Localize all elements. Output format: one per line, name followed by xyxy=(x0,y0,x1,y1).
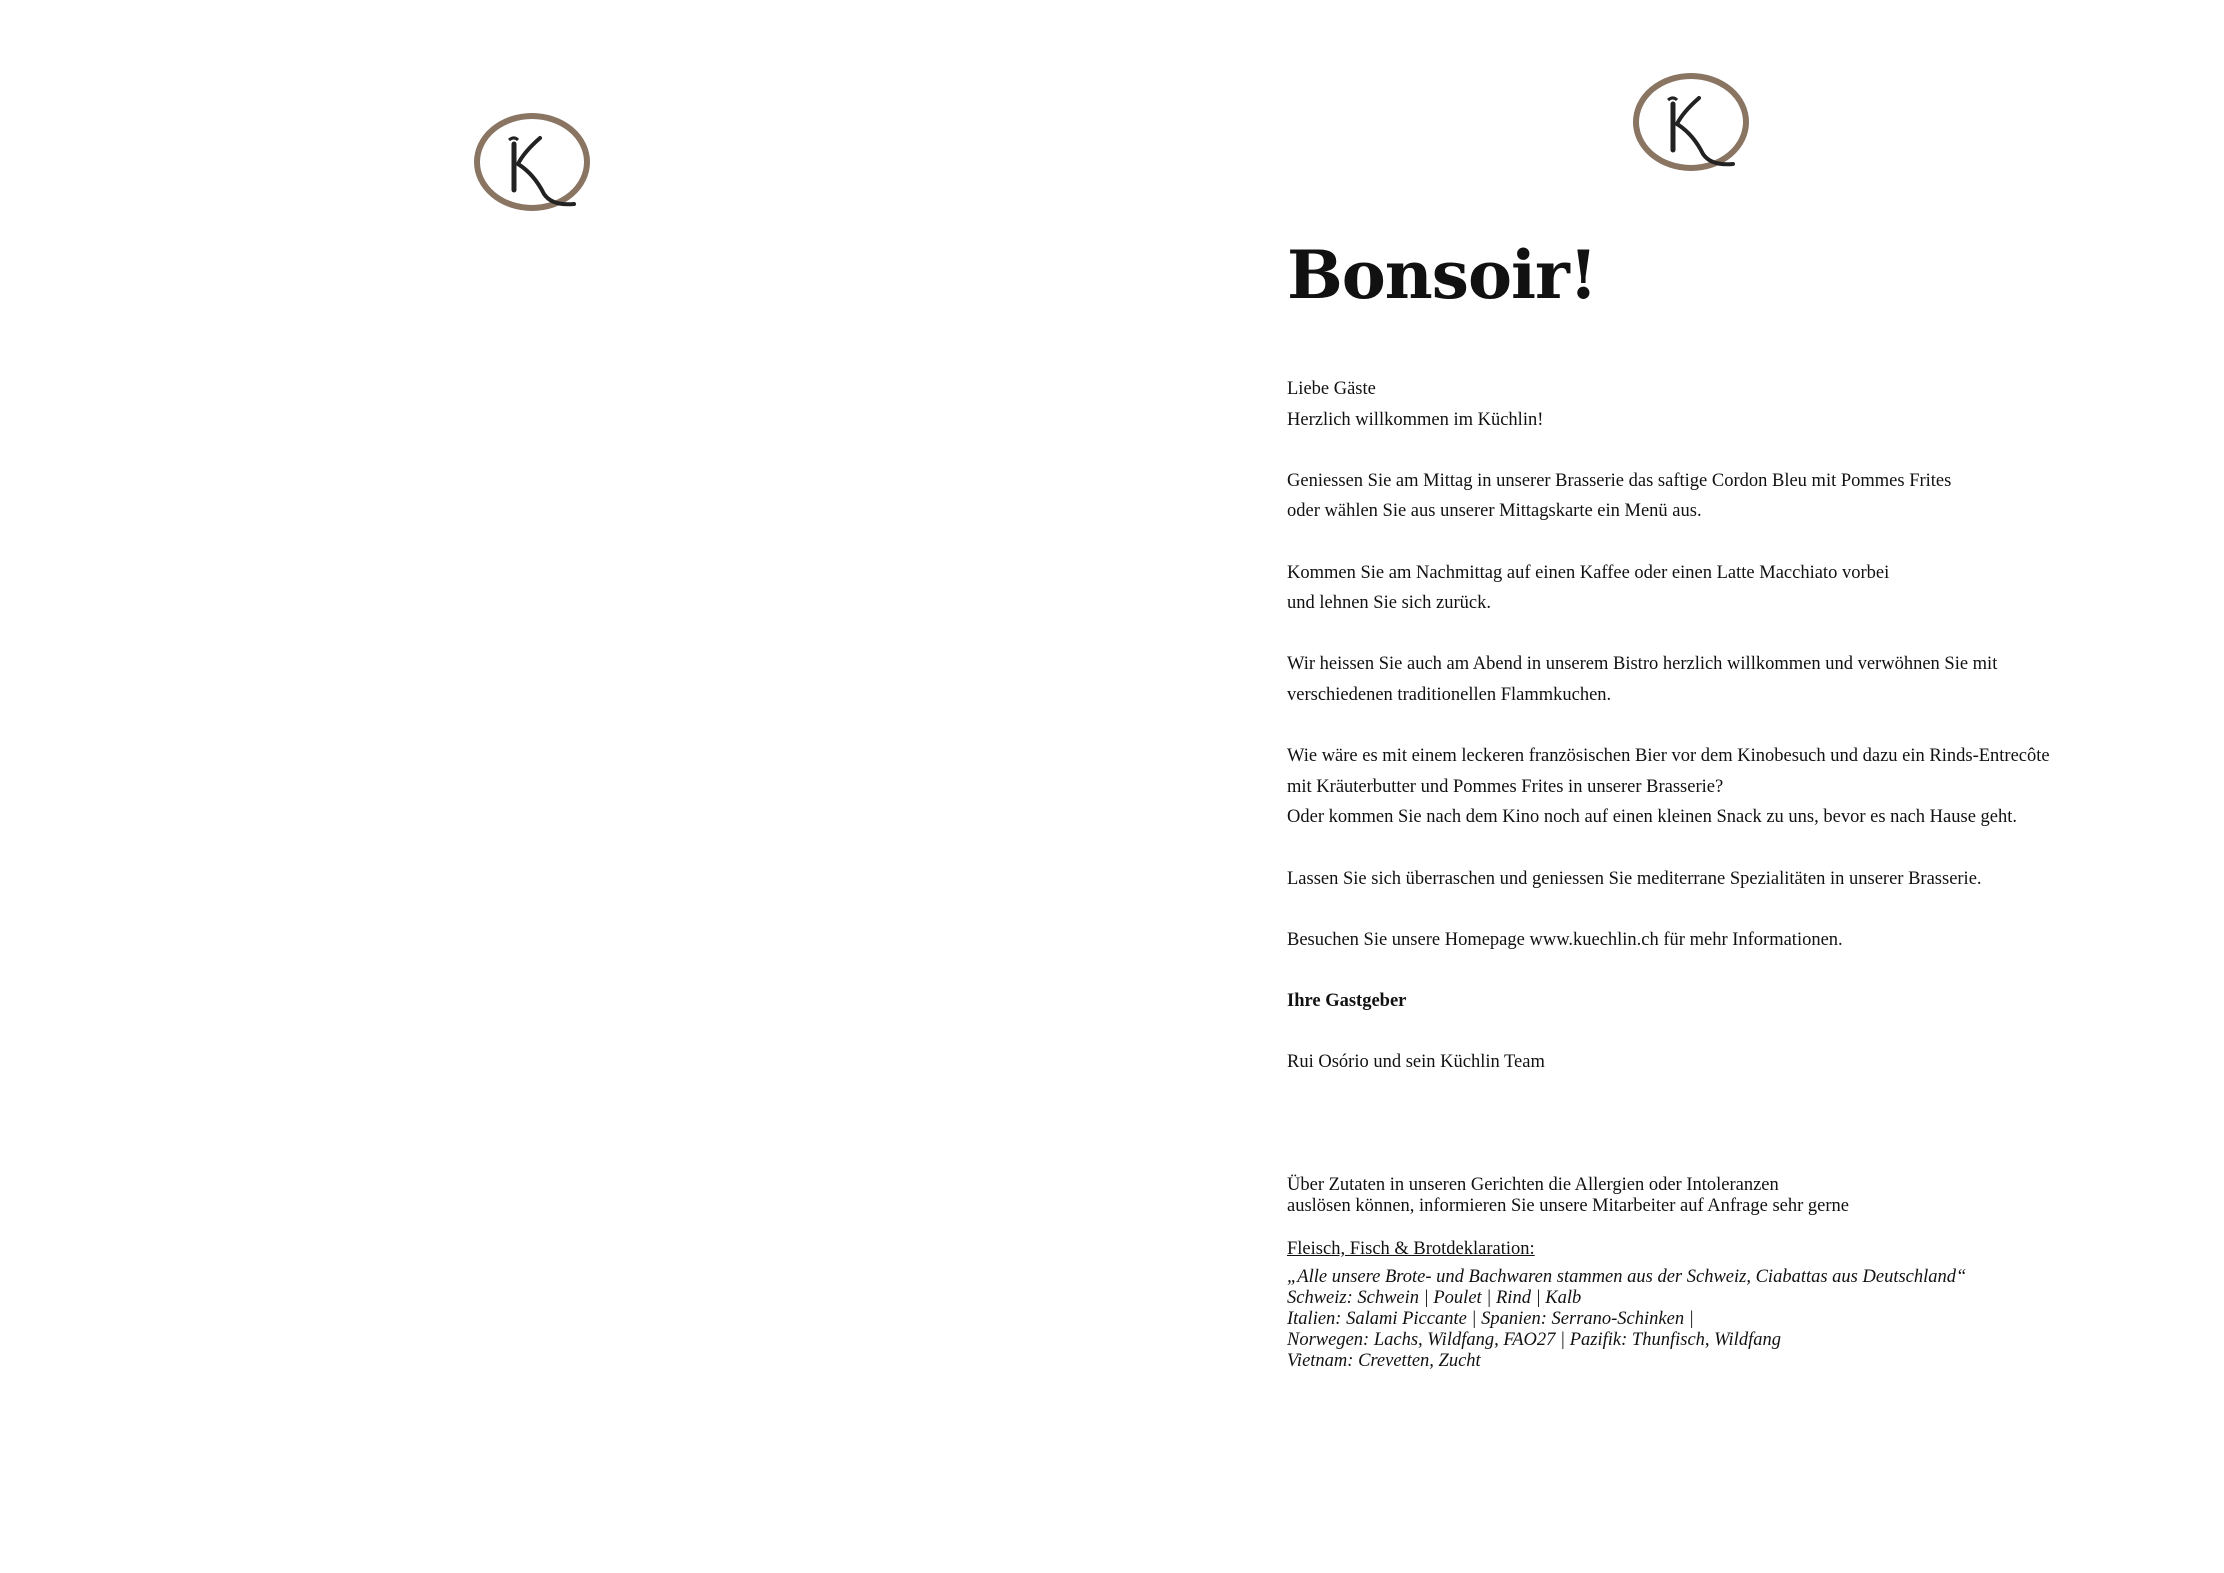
declaration-heading: Fleisch, Fisch & Brotdeklaration: xyxy=(1287,1239,1535,1259)
hosts-names: Rui Osório und sein Küchlin Team xyxy=(1287,1052,1545,1073)
paragraph-lunch xyxy=(1287,466,2187,527)
paragraph-line: Wie wäre es mit einem leckeren französischen Bier vor dem Kinobesuch und dazu ein Rinds-Entrecôte xyxy=(1287,746,2050,767)
kuechlin-logo-right xyxy=(1633,72,1753,172)
allergy-note-line: auslösen können, informieren Sie unsere Mitarbeiter auf Anfrage sehr gerne xyxy=(1287,1196,1849,1216)
k-monogram-oval-logo-icon xyxy=(1633,72,1753,172)
paragraph-afternoon xyxy=(1287,558,2187,619)
declaration-line: Italien: Salami Piccante | Spanien: Serrano-Schinken | xyxy=(1287,1309,1694,1329)
paragraph-line: Oder kommen Sie nach dem Kino noch auf einen kleinen Snack zu uns, bevor es nach Hause geht. xyxy=(1287,807,2018,828)
headline: Bonsoir! xyxy=(1287,236,1597,314)
paragraph-line: und lehnen Sie sich zurück. xyxy=(1287,593,1491,614)
greeting xyxy=(1287,374,2187,435)
kuechlin-logo-left xyxy=(474,112,594,212)
paragraph-line: Lassen Sie sich überraschen und geniessen Sie mediterrane Spezialitäten in unserer Brasserie. xyxy=(1287,868,1982,889)
paragraph-line: Besuchen Sie unsere Homepage www.kuechlin.ch für mehr Informationen. xyxy=(1287,929,1843,950)
paragraph-line: oder wählen Sie aus unserer Mittagskarte ein Menü aus. xyxy=(1287,501,1702,522)
signature-names xyxy=(1287,1047,2187,1078)
declaration-list xyxy=(1287,1267,2187,1372)
declaration-line: „Alle unsere Brote- und Bachwaren stammen aus der Schweiz, Ciabattas aus Deutschland“ xyxy=(1287,1267,1967,1287)
allergy-and-declaration xyxy=(1287,1175,2187,1372)
paragraph-line: Geniessen Sie am Mittag in unserer Brasserie das saftige Cordon Bleu mit Pommes Frites xyxy=(1287,470,1952,491)
declaration-line: Schweiz: Schwein | Poulet | Rind | Kalb xyxy=(1287,1288,1582,1308)
hosts-heading: Ihre Gastgeber xyxy=(1287,990,1407,1011)
declaration-line: Norwegen: Lachs, Wildfang, FAO27 | Pazifik: Thunfisch, Wildfang xyxy=(1287,1330,1781,1350)
allergy-note-line: Über Zutaten in unseren Gerichten die Allergien oder Intoleranzen xyxy=(1287,1175,1779,1195)
paragraph-line: mit Kräuterbutter und Pommes Frites in unserer Brasserie? xyxy=(1287,776,1724,797)
letter-body xyxy=(1287,374,2187,1078)
paragraph-line: Kommen Sie am Nachmittag auf einen Kaffee oder einen Latte Macchiato vorbei xyxy=(1287,562,1890,583)
paragraph-line: verschiedenen traditionellen Flammkuchen. xyxy=(1287,684,1612,705)
allergy-note xyxy=(1287,1175,2187,1217)
paragraph-evening xyxy=(1287,649,2187,710)
signature-heading xyxy=(1287,986,2187,1017)
paragraph-cinema xyxy=(1287,741,2187,833)
paragraph-line: Wir heissen Sie auch am Abend in unserem Bistro herzlich willkommen und verwöhnen Sie mit xyxy=(1287,654,1998,675)
paragraph-mediterranean xyxy=(1287,864,2187,895)
k-monogram-oval-logo-icon xyxy=(474,112,594,212)
welcome-letter xyxy=(1287,230,2187,1108)
greeting-welcome: Herzlich willkommen im Küchlin! xyxy=(1287,409,1544,430)
declaration-line: Vietnam: Crevetten, Zucht xyxy=(1287,1351,1481,1371)
greeting-salutation: Liebe Gäste xyxy=(1287,379,1376,399)
paragraph-homepage xyxy=(1287,925,2187,956)
